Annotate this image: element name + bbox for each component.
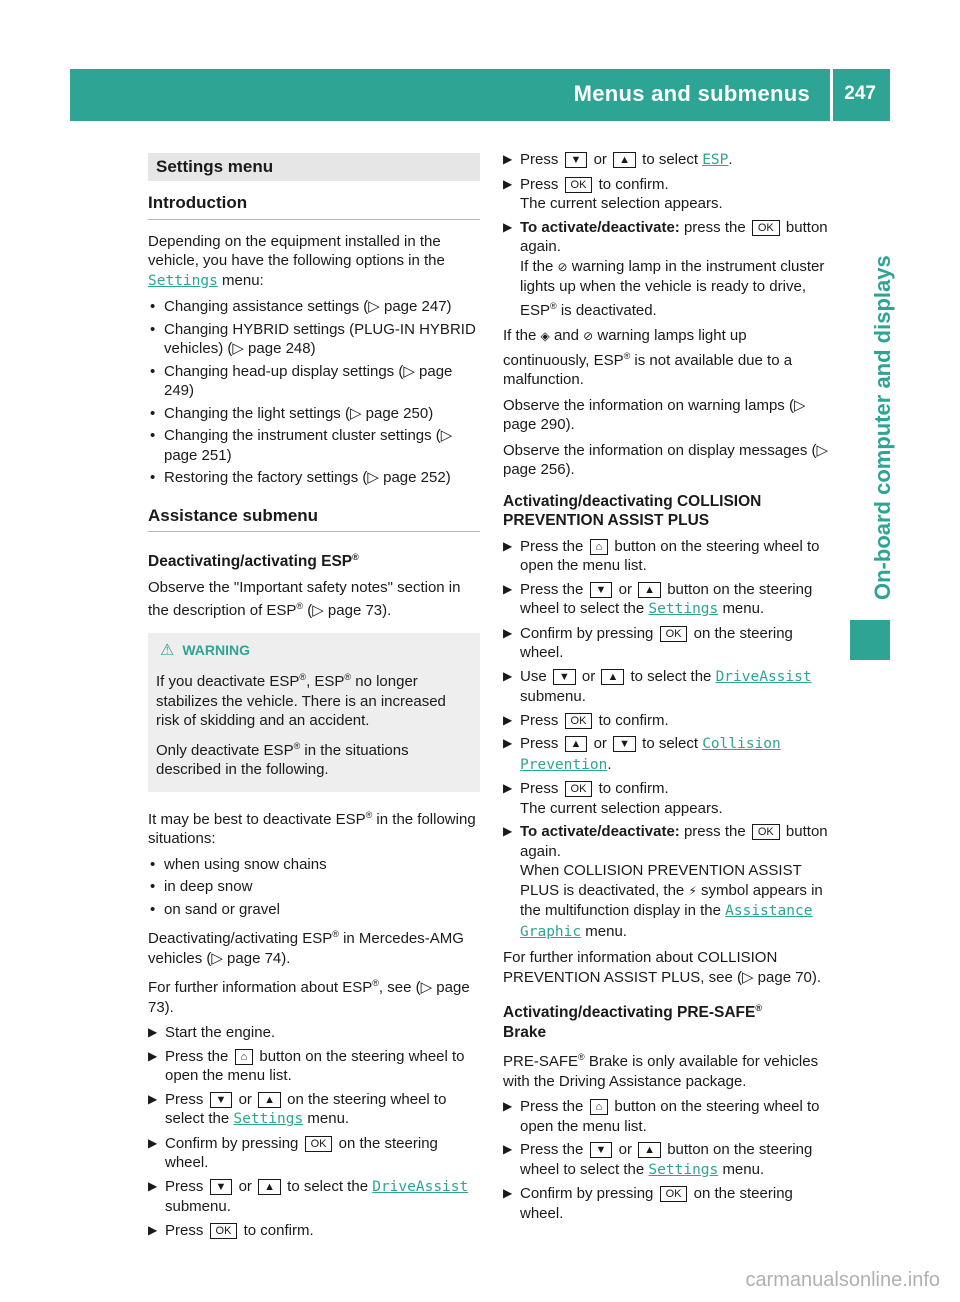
- step-confirm-esp: [503, 175, 835, 214]
- step-text: warning lamp in the instrument cluster lights up when the vehicle is ready to drive, ESP: [520, 257, 825, 319]
- step-select-settings: [148, 1090, 480, 1130]
- down-key-icon: ▼: [590, 1142, 613, 1158]
- step-text: menu.: [585, 922, 627, 940]
- step-text: press the: [683, 823, 746, 840]
- step-text: Press: [520, 780, 559, 797]
- step-text: is deactivated.: [556, 301, 657, 319]
- observe-lamps: Observe the information on warning lamps (▷ page 290).: [503, 396, 806, 433]
- step-text: symbol appears in the multifunction display in the: [520, 881, 823, 919]
- further-a: For further information about ESP: [148, 979, 373, 997]
- intro-text: Depending on the equipment installed in the vehicle, you have the following options in the: [148, 232, 445, 269]
- intro-text-tail: menu:: [222, 271, 264, 289]
- side-marker: [850, 620, 890, 660]
- down-key-icon: ▼: [553, 669, 576, 685]
- assistance-graphic-link[interactable]: Assistance Graphic: [520, 903, 813, 940]
- settings-link[interactable]: Settings: [648, 601, 719, 617]
- amg-b: in Mercedes-AMG vehicles (▷ page 74).: [148, 930, 464, 967]
- warning-1b: , ESP: [306, 673, 345, 691]
- ok-key-icon: OK: [565, 781, 593, 797]
- situations-list: [148, 855, 480, 920]
- step-text: to select: [642, 151, 699, 168]
- step-text: If the: [520, 257, 554, 275]
- step-text: to select the: [287, 1177, 369, 1195]
- step-home-button: [503, 1097, 835, 1136]
- ok-key-icon: OK: [305, 1136, 333, 1152]
- step-text: or: [618, 1141, 632, 1159]
- step-text: or: [238, 1177, 252, 1195]
- ok-key-icon: OK: [660, 1186, 688, 1202]
- step-text: Press the: [520, 1098, 584, 1116]
- step-confirm: [503, 1184, 835, 1223]
- step-text: to select the: [630, 667, 712, 685]
- list-item: • Changing HYBRID settings (PLUG-IN HYBRID vehicles) (▷ page 248): [148, 320, 480, 359]
- step-label: To activate/deactivate:: [520, 823, 680, 840]
- up-key-icon: ▲: [638, 582, 661, 598]
- step-text: submenu.: [520, 688, 586, 705]
- warning-title: [156, 641, 472, 661]
- list-item: • Changing the light settings (▷ page 250): [148, 404, 480, 424]
- step-select-driveassist: [503, 667, 835, 707]
- right-column: [503, 150, 835, 1227]
- text: and: [553, 327, 579, 344]
- assistance-submenu-heading: Assistance submenu: [148, 506, 480, 533]
- step-text: or: [618, 580, 632, 598]
- warning-2b: in the situations described in the following.: [156, 741, 409, 779]
- driveassist-link[interactable]: DriveAssist: [372, 1178, 469, 1195]
- up-key-icon: ▲: [613, 152, 636, 168]
- list-item: • when using snow chains: [148, 855, 480, 875]
- amg-a: Deactivating/activating ESP: [148, 930, 333, 948]
- esp-link[interactable]: ESP: [702, 152, 729, 168]
- step-text: Press: [520, 151, 559, 168]
- warning-2a: Only deactivate ESP: [156, 741, 294, 759]
- step-text: button on the steering wheel to open the menu list.: [165, 1047, 465, 1085]
- step-text: on the steering wheel.: [520, 624, 793, 661]
- step-text: button on the steering wheel to open the menu list.: [520, 537, 820, 574]
- step-text: button on the steering wheel to select the: [520, 1141, 813, 1178]
- settings-link[interactable]: Settings: [648, 1161, 719, 1178]
- settings-menu-heading: Settings menu: [148, 153, 480, 181]
- cpa-off-symbol-icon: ⚡: [688, 883, 697, 898]
- step-press-ok: [503, 711, 835, 731]
- esp-warning-lamp-icon: ◈: [540, 329, 550, 343]
- esp-heading: Deactivating/activating ESP®: [148, 552, 359, 571]
- step-home-button: [148, 1047, 480, 1086]
- step-text: Confirm by pressing: [520, 1185, 654, 1203]
- collision-prevention-link[interactable]: Collision Prevention: [520, 736, 781, 773]
- intro-paragraph: [148, 232, 480, 292]
- settings-options-list: [148, 297, 480, 488]
- step-text: Press: [520, 175, 559, 193]
- step-text: button again.: [520, 823, 828, 860]
- up-key-icon: ▲: [601, 669, 624, 685]
- step-text: Press: [520, 711, 559, 729]
- step-confirm: [148, 1134, 480, 1173]
- header-separator: [830, 69, 833, 121]
- down-key-icon: ▼: [565, 152, 588, 168]
- step-text: press the: [683, 218, 746, 236]
- text: PRE-SAFE: [503, 1053, 579, 1071]
- step-text: Press the: [520, 1141, 584, 1159]
- up-key-icon: ▲: [638, 1142, 661, 1158]
- step-select-settings: [503, 580, 835, 620]
- esp-observe-text: Observe the "Important safety notes" section in the description of ESP: [148, 578, 461, 620]
- down-key-icon: ▼: [613, 736, 636, 752]
- text: is not available due to a malfunction.: [503, 351, 793, 388]
- step-text: on the steering wheel.: [165, 1134, 438, 1172]
- step-text: on the steering wheel to select the: [165, 1090, 447, 1128]
- ok-key-icon: OK: [565, 713, 593, 729]
- home-key-icon: ⌂: [590, 539, 609, 555]
- step-text: Press: [165, 1090, 204, 1108]
- introduction-heading: Introduction: [148, 193, 480, 220]
- list-item: • Changing assistance settings (▷ page 247): [148, 297, 480, 317]
- step-text: Press: [165, 1221, 204, 1239]
- settings-link[interactable]: Settings: [233, 1111, 304, 1128]
- amg-note: Deactivating/activating ESP® in Mercedes-AMG vehicles (▷ page 74).: [148, 929, 464, 967]
- observe-messages: Observe the information on display messages (▷ page 256).: [503, 441, 829, 478]
- step-text: to confirm.: [598, 711, 669, 729]
- up-key-icon: ▲: [258, 1179, 281, 1195]
- ok-key-icon: OK: [210, 1223, 238, 1239]
- list-item: • Restoring the factory settings (▷ page 252): [148, 468, 480, 488]
- warning-1c: no longer stabilizes the vehicle. There is an increased risk of skidding and an accident.: [156, 673, 446, 730]
- esp-off-lamp-icon: ⊘: [557, 259, 568, 274]
- step-confirm-cpa: [503, 779, 835, 818]
- further-b: , see (▷ page 73).: [148, 979, 470, 1016]
- list-item: • Changing head-up display settings (▷ page 249): [148, 362, 480, 401]
- step-text: menu.: [722, 1160, 765, 1178]
- ok-key-icon: OK: [752, 824, 780, 840]
- step-text: to confirm.: [598, 175, 669, 193]
- up-key-icon: ▲: [565, 736, 588, 752]
- step-result: The current selection appears.: [520, 195, 723, 212]
- step-text: or: [593, 151, 607, 168]
- best-deactivate: It may be best to deactivate ESP® in the following situations:: [148, 809, 476, 848]
- esp-heading-text: Deactivating/activating ESP: [148, 553, 353, 571]
- cpa-heading: Activating/deactivating COLLISION PREVENTION ASSIST PLUS: [503, 492, 762, 529]
- cpa-further-info: For further information about COLLISION PREVENTION ASSIST PLUS, see (▷ page 70).: [503, 949, 822, 986]
- up-key-icon: ▲: [258, 1092, 281, 1108]
- warning-text-2: Only deactivate ESP® in the situations described in the following.: [156, 740, 409, 779]
- step-text: Confirm by pressing: [520, 624, 654, 642]
- list-item: • in deep snow: [148, 877, 480, 897]
- step-text: to confirm.: [243, 1221, 314, 1239]
- home-key-icon: ⌂: [235, 1049, 254, 1065]
- step-text: menu.: [307, 1110, 350, 1128]
- warning-text-1: If you deactivate ESP®, ESP® no longer stabilizes the vehicle. There is an increased risk of skidding and an accident.: [156, 672, 446, 730]
- text: Brake is only available for vehicles with the Driving Assistance package.: [503, 1053, 819, 1090]
- down-key-icon: ▼: [210, 1179, 233, 1195]
- warning-box: [148, 633, 480, 792]
- step-text: submenu.: [165, 1198, 231, 1216]
- settings-link[interactable]: Settings: [148, 272, 218, 289]
- step-label: To activate/deactivate:: [520, 218, 680, 236]
- pre-safe-heading-text-2: Brake: [503, 1023, 547, 1041]
- step-text: button on the steering wheel to select the: [520, 580, 813, 617]
- text: warning lamps light up continuously, ESP: [503, 327, 747, 369]
- warning-1a: If you deactivate ESP: [156, 673, 300, 691]
- step-text: Press the: [520, 580, 584, 598]
- ok-key-icon: OK: [660, 626, 688, 642]
- step-text: or: [238, 1090, 252, 1108]
- step-confirm: [503, 624, 835, 663]
- side-tab: [850, 210, 895, 610]
- list-item: • Changing the instrument cluster settings (▷ page 251): [148, 426, 480, 465]
- step-text: or: [593, 735, 607, 752]
- step-text: button again.: [520, 218, 828, 255]
- step-text: on the steering wheel.: [520, 1185, 793, 1222]
- ok-key-icon: OK: [565, 177, 593, 193]
- step-select-esp: ▶ Press ▼ or ▲ to select ESP.: [503, 150, 835, 171]
- step-press-ok: [148, 1221, 480, 1241]
- home-key-icon: ⌂: [590, 1099, 609, 1115]
- pre-safe-heading: Activating/deactivating PRE-SAFE® Brake: [503, 1003, 762, 1041]
- text: If the: [503, 327, 537, 344]
- esp-observe: Observe the "Important safety notes" section in the description of ESP® (▷ page 73).: [148, 578, 461, 620]
- down-key-icon: ▼: [590, 582, 613, 598]
- driveassist-link[interactable]: DriveAssist: [715, 668, 812, 685]
- step-result: The current selection appears.: [520, 799, 723, 817]
- list-item: • on sand or gravel: [148, 900, 480, 920]
- step-select-collision: ▶ Press ▲ or ▼ to select Collision Prevention.: [503, 734, 835, 775]
- step-text: Press: [165, 1177, 204, 1195]
- step-text: Confirm by pressing: [165, 1134, 299, 1152]
- esp-malfunction: If the ◈ and ⊘ warning lamps light up continuously, ESP® is not available due to a malfunction.: [503, 327, 793, 388]
- step-text: or: [581, 667, 596, 685]
- esp-off-lamp-icon: ⊘: [583, 329, 594, 343]
- step-text: to confirm.: [598, 780, 669, 797]
- best-a: It may be best to deactivate ESP: [148, 810, 366, 828]
- step-toggle-esp: ▶ To activate/deactivate: press the OK button again. If the ⊘ warning lamp in the instrument cluster lights up when the vehicle is ready to drive, ESP® is deactivated.: [503, 218, 835, 321]
- header-bar: [70, 69, 890, 121]
- step-home-button: [503, 537, 835, 576]
- watermark: carmanualsonline.info: [745, 1269, 940, 1291]
- step-toggle-cpa: [503, 822, 835, 942]
- step-start-engine: ▶ Start the engine.: [148, 1023, 480, 1043]
- step-text: Press: [520, 735, 559, 752]
- warning-title-text: WARNING: [182, 641, 251, 658]
- ok-key-icon: OK: [752, 220, 780, 236]
- pre-safe-note: PRE-SAFE® Brake is only available for vehicles with the Driving Assistance package.: [503, 1052, 819, 1090]
- left-column: [148, 150, 480, 1244]
- step-text: to select: [642, 735, 699, 752]
- step-text: menu.: [722, 600, 765, 617]
- step-select-settings: [503, 1140, 835, 1180]
- best-b: in the following situations:: [148, 810, 476, 848]
- step-select-driveassist: [148, 1177, 480, 1217]
- warning-triangle-icon: ⚠: [160, 641, 175, 659]
- step-text: When COLLISION PREVENTION ASSIST PLUS is deactivated, the: [520, 862, 802, 899]
- esp-observe-ref: (▷ page 73).: [303, 602, 392, 620]
- section-title: Menus and submenus: [573, 81, 810, 106]
- step-text: Press the: [520, 537, 584, 555]
- page-number: 247: [844, 83, 876, 104]
- step-text: Press the: [165, 1047, 229, 1065]
- side-tab-label: On-board computer and displays: [870, 255, 895, 600]
- step-text: button on the steering wheel to open the menu list.: [520, 1098, 820, 1135]
- further-info: For further information about ESP®, see (▷ page 73).: [148, 978, 470, 1016]
- step-text: Use: [520, 667, 547, 685]
- down-key-icon: ▼: [210, 1092, 233, 1108]
- pre-safe-heading-text: Activating/deactivating PRE-SAFE: [503, 1004, 756, 1022]
